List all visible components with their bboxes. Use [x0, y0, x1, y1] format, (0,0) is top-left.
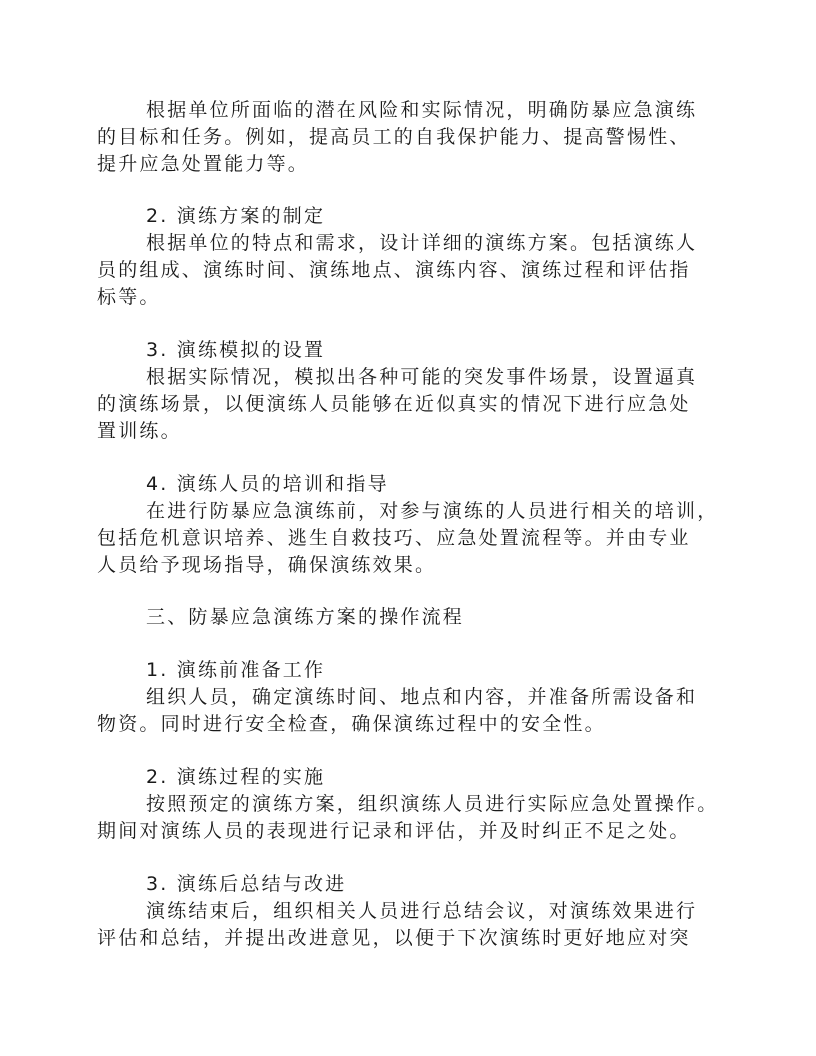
item-heading: 3. 演练后总结与改进	[146, 873, 347, 895]
paragraph-line: 评估和总结，并提出改进意见，以便于下次演练时更好地应对突	[97, 927, 691, 949]
paragraph-line: 的演练场景，以便演练人员能够在近似真实的情况下进行应急处	[97, 393, 691, 415]
paragraph-line: 提升应急处置能力等。	[97, 153, 310, 175]
paragraph-line: 标等。	[97, 286, 161, 308]
paragraph-line: 根据单位的特点和需求，设计详细的演练方案。包括演练人	[146, 232, 698, 254]
item-heading: 4. 演练人员的培训和指导	[146, 473, 389, 495]
paragraph-line: 根据单位所面临的潜在风险和实际情况，明确防暴应急演练	[146, 99, 698, 121]
paragraph-line: 在进行防暴应急演练前，对参与演练的人员进行相关的培训，	[146, 500, 719, 522]
item-heading: 3. 演练模拟的设置	[146, 339, 326, 361]
paragraph-line: 包括危机意识培养、逃生自救技巧、应急处置流程等。并由专业	[97, 527, 691, 549]
paragraph-line: 的目标和任务。例如，提高员工的自我保护能力、提高警惕性、	[97, 126, 691, 148]
paragraph-line: 根据实际情况，模拟出各种可能的突发事件场景，设置逼真	[146, 366, 698, 388]
paragraph-line: 物资。同时进行安全检查，确保演练过程中的安全性。	[97, 713, 606, 735]
paragraph-line: 人员给予现场指导，确保演练效果。	[97, 554, 437, 576]
paragraph-line: 演练结束后，组织相关人员进行总结会议，对演练效果进行	[146, 900, 698, 922]
item-heading: 1. 演练前准备工作	[146, 659, 326, 681]
section-title: 三、防暴应急演练方案的操作流程	[146, 606, 465, 628]
paragraph-line: 按照预定的演练方案，组织演练人员进行实际应急处置操作。	[146, 793, 719, 815]
item-heading: 2. 演练过程的实施	[146, 766, 326, 788]
paragraph-line: 置训练。	[97, 420, 182, 442]
item-heading: 2. 演练方案的制定	[146, 205, 326, 227]
paragraph-line: 员的组成、演练时间、演练地点、演练内容、演练过程和评估指	[97, 259, 691, 281]
paragraph-line: 期间对演练人员的表现进行记录和评估，并及时纠正不足之处。	[97, 820, 691, 842]
paragraph-line: 组织人员，确定演练时间、地点和内容，并准备所需设备和	[146, 686, 698, 708]
